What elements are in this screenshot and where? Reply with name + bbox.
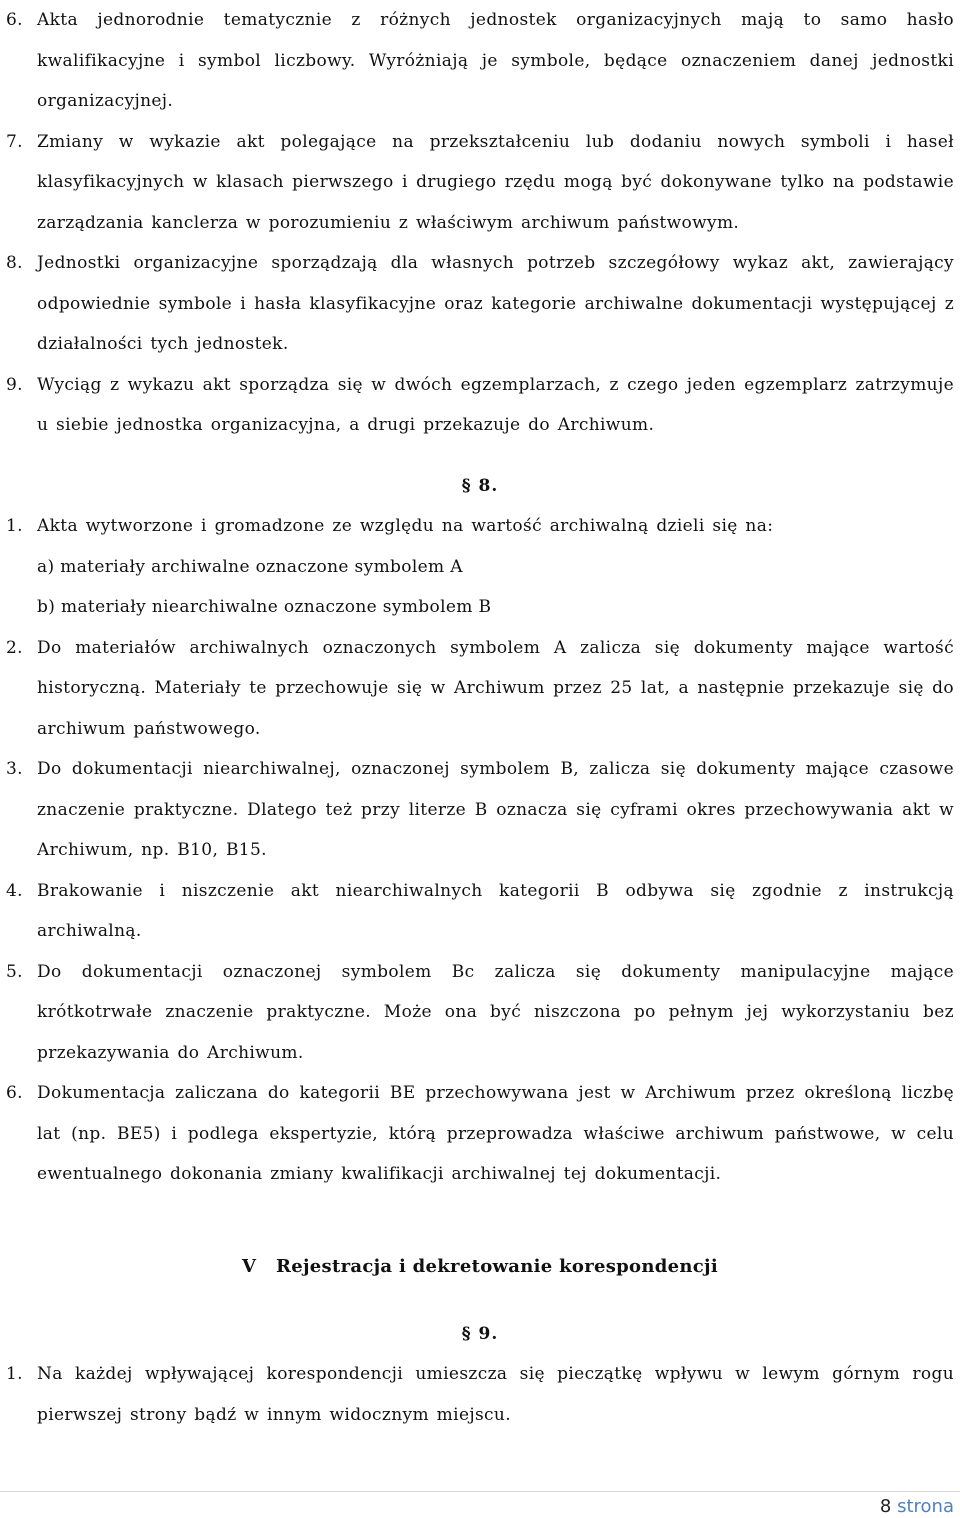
section-9-mark: § 9. (461, 1323, 499, 1344)
item-text: Do dokumentacji niearchiwalnej, oznaczonej symbolem B, zalicza się dokumenty mające czasowe znaczenie praktyczne. Dlatego też przy literze B oznacza się cyframi okres przechowywania akt w Archiwum, np. B10, B15. (37, 759, 954, 860)
item-text: Do dokumentacji oznaczonej symbolem Bc zalicza się dokumenty manipulacyjne mające krótkotrwałe znaczenie praktyczne. Może ona być niszczona po pełnym jej wykorzystaniu bez przekazywania do Archiwum. (37, 961, 954, 1063)
item-text: Jednostki organizacyjne sporządzają dla własnych potrzeb szczegółowy wykaz akt, zawierający odpowiednie symbole i hasła klasyfikacyjne oraz kategorie archiwalne dokumentacji występującej z działalności tych jednostek. (37, 253, 954, 354)
list-item (6, 365, 954, 446)
item-number: 3. (6, 759, 23, 779)
page-word: strona (897, 1496, 954, 1517)
list-item (6, 871, 954, 952)
list-item (6, 0, 954, 122)
list-item (6, 1073, 954, 1195)
list-item (6, 506, 954, 547)
item-number: 9. (6, 374, 23, 395)
item-number: 7. (6, 131, 23, 152)
list-item (6, 749, 954, 871)
list-item (6, 952, 954, 1074)
item-text: Akta wytworzone i gromadzone ze względu na wartość archiwalną dzieli się na: (37, 516, 774, 536)
list-item (6, 628, 954, 750)
chapter-heading: V Rejestracja i dekretowanie korespondencji (242, 1255, 718, 1277)
page-number: 8 (879, 1496, 892, 1517)
footer-divider (0, 1491, 960, 1492)
item-number: 6. (6, 1083, 23, 1103)
list-item (6, 122, 954, 244)
item-text: Wyciąg z wykazu akt sporządza się w dwóch egzemplarzach, z czego jeden egzemplarz zatrzymuje u siebie jednostka organizacyjna, a drugi przekazuje do Archiwum. (37, 374, 954, 435)
item-number: 2. (6, 637, 23, 658)
item-text: Do materiałów archiwalnych oznaczonych symbolem A zalicza się dokumenty mające wartość historyczną. Materiały te przechowuje się w Archiwum przez 25 lat, a następnie przekazuje się do archiwum państwowego. (37, 637, 954, 739)
list-item (6, 1354, 954, 1435)
item-number: 5. (6, 961, 23, 982)
item-text: Dokumentacja zaliczana do kategorii BE przechowywana jest w Archiwum przez określoną liczbę lat (np. BE5) i podlega ekspertyzie, którą przeprowadza właściwe archiwum państwowe, w celu ewentualnego dokonania zmiany kwalifikacji archiwalnej tej dokumentacji. (37, 1083, 954, 1184)
item-text: Brakowanie i niszczenie akt niearchiwalnych kategorii B odbywa się zgodnie z instrukcją archiwalną. (37, 880, 954, 941)
sub-item-b: b) materiały niearchiwalne oznaczone symbolem B (37, 597, 492, 617)
document-page (6, 0, 954, 1435)
page-footer (880, 1496, 954, 1518)
item-text: Akta jednorodnie tematycznie z różnych jednostek organizacyjnych mają to samo hasło kwalifikacyjne i symbol liczbowy. Wyróżniają je symbole, będące oznaczeniem danej jednostki organizacyjnej. (37, 10, 954, 111)
item-text: Zmiany w wykazie akt polegające na przekształceniu lub dodaniu nowych symboli i haseł klasyfikacyjnych w klasach pierwszego i drugiego rzędu mogą być dokonywane tylko na podstawie zarządzania kanclerza w porozumieniu z właściwym archiwum państwowym. (37, 131, 954, 233)
list-item (6, 243, 954, 365)
item-number: 1. (6, 516, 23, 536)
item-text: Na każdej wpływającej korespondencji umieszcza się pieczątkę wpływu w lewym górnym rogu pierwszej strony bądź w innym widocznym miejscu. (37, 1364, 954, 1425)
item-number: 6. (6, 10, 23, 30)
item-number: 1. (6, 1364, 23, 1384)
sub-item-a: a) materiały archiwalne oznaczone symbolem A (37, 556, 463, 577)
item-number: 4. (6, 880, 23, 901)
section-8-mark: § 8. (461, 475, 499, 496)
item-number: 8. (6, 253, 23, 273)
